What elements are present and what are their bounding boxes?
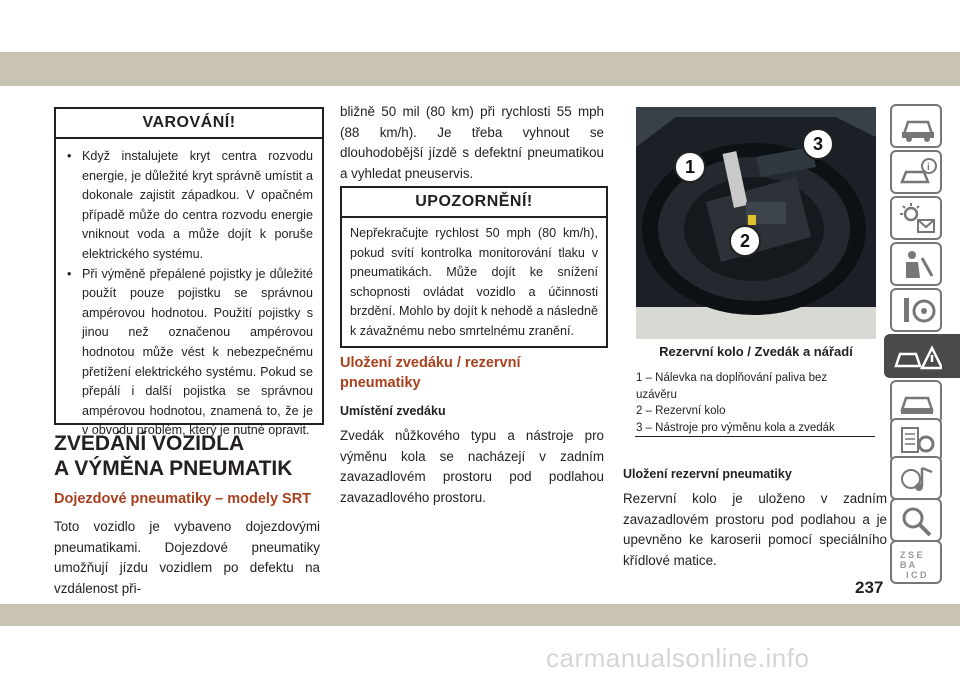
storage-heading-line2: pneumatiky: [340, 375, 421, 391]
warning-box: [54, 107, 324, 438]
storage-heading-line1: Uložení zvedáku / rezervní: [340, 355, 521, 371]
page-number: 237: [855, 578, 884, 597]
photo-legend: [636, 370, 876, 436]
legend-rule: [635, 436, 875, 437]
continued-paragraph: bližně 50 mil (80 km) při rychlosti 55 mph (88 km/h). Je třeba vyhnout se dlouhodobější jízdě s defektní pneumatikou a vyhledat pneuservis.: [340, 104, 604, 181]
callout-3: 3: [802, 128, 834, 160]
callout-1: 1: [674, 151, 706, 183]
bottom-band: [0, 604, 960, 626]
spare-storage-paragraph: Rezervní kolo je uloženo v zadním zavazadlovém prostoru pod podlahou a je upevněno ke karoserii pomocí speciálního křídlové matice.: [623, 491, 887, 568]
legend-line: 3 – Nástroje pro výměnu kola a zvedák: [636, 421, 835, 434]
tab-car-front[interactable]: [890, 104, 942, 148]
warning-list: [56, 139, 322, 441]
tab-controls[interactable]: [890, 288, 942, 332]
section-title-line1: ZVEDÁNÍ VOZIDLA: [54, 432, 245, 455]
legend-line: 2 – Rezervní kolo: [636, 405, 726, 417]
legend-line: uzávěru: [636, 388, 677, 401]
spare-storage-heading: Uložení rezervní pneumatiky: [623, 467, 792, 481]
legend-line: 1 – Nálevka na doplňování paliva bez: [636, 372, 828, 384]
intro-paragraph: Toto vozidlo je vybaveno dojezdovými pneumatikami. Dojezdové pneumatiky umožňují jízdu vozidlem po defektu na vzdálenost při-: [54, 519, 320, 596]
caution-text: Nepřekračujte rychlost 50 mph (80 km/h), pokud svítí kontrolka monitorování tlaku v pneumatikách. Může dojít ke snížení schopnosti ovládat vozidlo a účinnosti brzdění. Mohlo by dojít k nehodě a následně k závažnému nebo smrtelnému zranění.: [350, 226, 598, 338]
photo-caption: Rezervní kolo / Zvedák a nářadí: [659, 344, 853, 359]
warning-item: • Při výměně přepálené pojistky je důležité použít pouze pojistku se správnou ampérovou hodnotou. Použití pojistky s jinou než označenou ampérovou hodnotou může vést k nebezpečnému přetížení elektrického systému. Pokud se přepálí i další pojistka se správnou ampérovou hodnotou, znamená to, že je v obvodu problém, který je nutné opravit.: [64, 265, 313, 441]
top-band: [0, 52, 960, 86]
section-subtitle: Dojezdové pneumatiky – modely SRT: [54, 491, 312, 507]
section-title-line2: A VÝMĚNA PNEUMATIK: [54, 457, 293, 480]
spare-wheel-photo: [636, 107, 876, 339]
jack-location-heading: Umístění zvedáku: [340, 404, 446, 418]
warning-item: • Když instalujete kryt centra rozvodu energie, je důležité kryt správně umístit a dokonale zajistit západkou. V opačném případě může do centra rozvodu energie vniknout voda a může dojít k poruše elektrického systému.: [64, 147, 313, 265]
tab-search[interactable]: [890, 498, 942, 542]
caution-heading: UPOZORNĚNÍ!: [342, 188, 606, 218]
tab-safety[interactable]: [890, 242, 942, 286]
trunk-illustration: [636, 107, 876, 339]
caution-box: [340, 186, 608, 348]
svg-text:I C D: I C D: [906, 570, 927, 580]
tab-emergency[interactable]: [884, 334, 960, 378]
tab-index[interactable]: [890, 540, 942, 584]
tab-multimedia[interactable]: [890, 456, 942, 500]
svg-text:Z S E: Z S E: [900, 550, 923, 560]
callout-2: 2: [729, 225, 761, 257]
warning-heading: VAROVÁNÍ!: [56, 109, 322, 139]
tab-car-info[interactable]: [890, 150, 942, 194]
svg-text:B A: B A: [900, 560, 916, 570]
watermark-text: carmanualsonline.info: [546, 643, 810, 673]
tab-lights-messages[interactable]: [890, 196, 942, 240]
jack-location-paragraph: Zvedák nůžkového typu a nástroje pro výměnu kola se nacházejí v zadním zavazadlovém prostoru pod podlahou zavazadlového prostoru.: [340, 428, 604, 505]
svg-text:i: i: [927, 162, 930, 173]
